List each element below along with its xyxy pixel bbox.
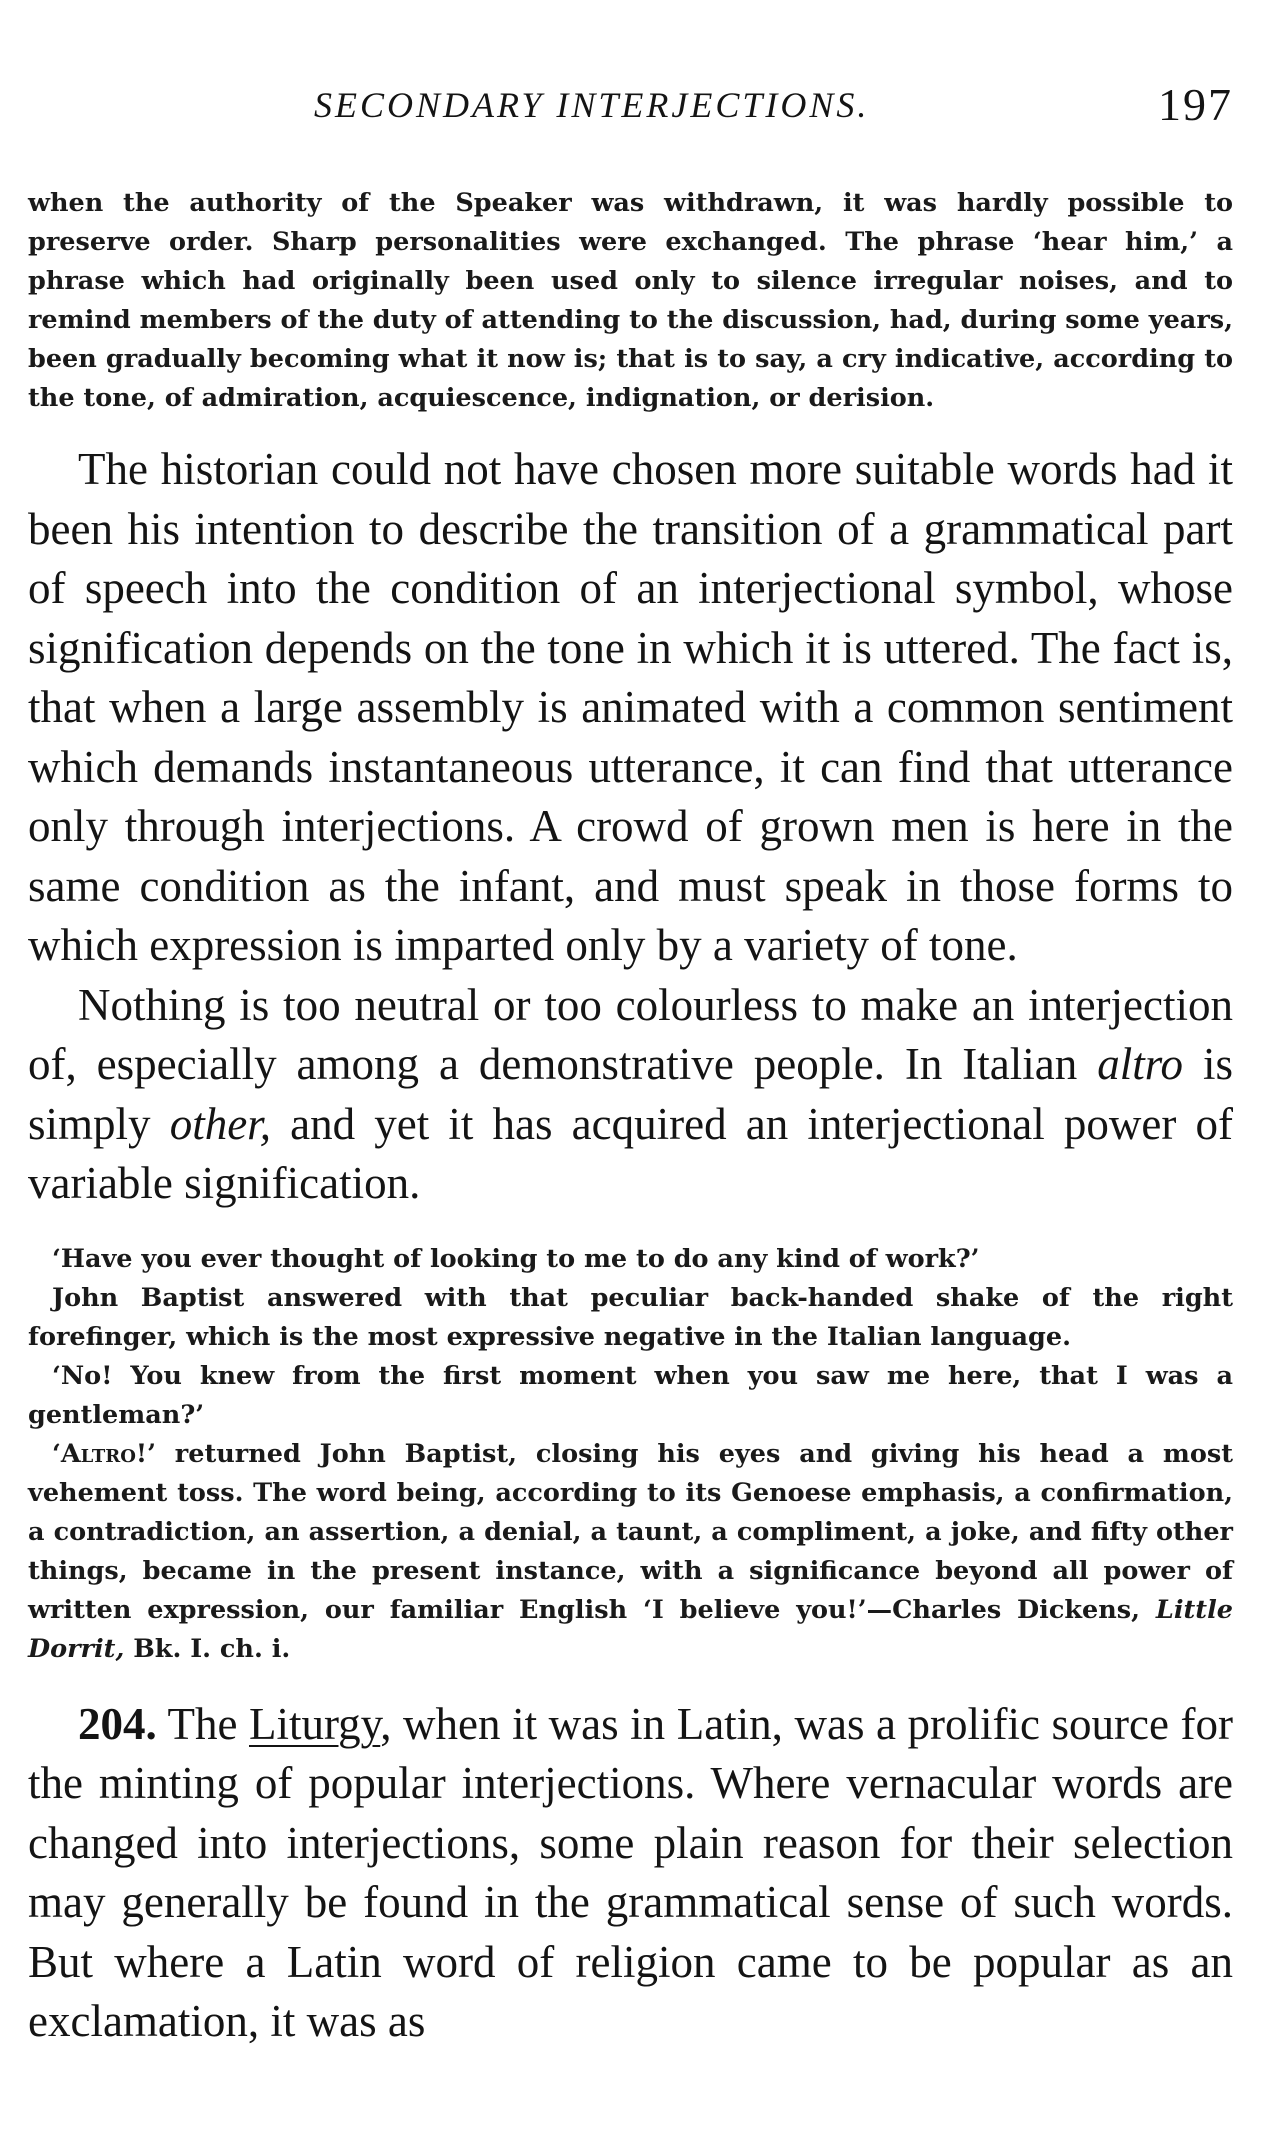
underlined-liturgy: Liturgy — [249, 1698, 381, 1749]
running-head — [28, 78, 1233, 138]
page-number: 197 — [1158, 79, 1233, 130]
dickens-line-4 — [28, 1435, 1233, 1669]
italic-altro: altro — [1097, 1039, 1184, 1089]
dickens-altro: Altro — [60, 1438, 136, 1469]
italic-other: other, — [169, 1098, 271, 1149]
historian-paragraph-block — [28, 440, 1233, 976]
macaulay-quotation — [28, 184, 1233, 418]
historian-paragraph: The historian could not have chosen more suitable words had it been his intention to describe the transition of a grammatical part of speech into the condition of an interjectional symbol, whose signification depends on the tone in which it is uttered. The fact is, that when a large assembly is animated with a common sentiment which demands instantaneous utterance, it can find that utterance only through interjections. A crowd of grown men is here in the same condition as the infant, and must speak in those forms to which expression is imparted only by a variety of tone. — [28, 444, 1233, 970]
nothing-text-middle: is simply — [28, 1039, 1234, 1149]
section-204-paragraph — [28, 1695, 1233, 2052]
dickens-line-1: ‘Have you ever thought of looking to me to do any kind of work?’ — [52, 1243, 980, 1274]
section-204 — [28, 1695, 1233, 2052]
section-204-text-after: , when it was in Latin, was a prolific source for the minting of popular interjections. Where vernacular words are changed into interjections, some plain reason for their selection may generally be found in the grammatical sense of such words. But where a Latin word of religion came to be popular as an exclamation, it was as — [28, 1698, 1233, 2046]
macaulay-quotation-text: when the authority of the Speaker was withdrawn, it was hardly possible to preserve order. Sharp personalities were exchanged. The phrase ‘hear him,’ a phrase which had originally been used only to silence irregular noises, and to remind members of the duty of attending to the discussion, had, during some years, been gradually becoming what it now is; that is to say, a cry indicative, according to the tone, of admiration, acquiescence, indignation, or derision. — [28, 188, 1233, 413]
nothing-text-after: and yet it has acquired an interjectional power of variable signification. — [28, 1098, 1233, 1208]
nothing-text-before: Nothing is too neutral or too colourless to make an interjection of, especially among a demonstrative people. In Italian — [28, 979, 1233, 1089]
dickens-book-title: Little Dorrit, — [28, 1594, 1233, 1664]
nothing-paragraph-block — [28, 976, 1233, 1214]
page-body — [28, 184, 1233, 2052]
section-number: 204. — [78, 1698, 157, 1749]
dickens-line-3: ‘No! You knew from the first moment when you saw me here, that I was a gentleman?’ — [28, 1360, 1233, 1430]
dickens-reference: Bk. I. ch. i. — [124, 1633, 291, 1664]
dickens-quotation — [28, 1240, 1233, 1669]
dickens-line-4-open: ‘ — [52, 1438, 61, 1469]
nothing-paragraph — [28, 976, 1233, 1214]
dickens-line-4-text: !’ returned John Baptist, closing his eyes and giving his head a most vehement toss. The word being, according to its Genoese emphasis, a confirmation, a contradiction, an assertion, a denial, a taunt, a compliment, a joke, and fifty other things, became in the present instance, with a significance beyond all power of written expression, our familiar English ‘I believe you!’—Charles Dickens, — [28, 1438, 1233, 1625]
section-204-text-before: The — [156, 1698, 249, 1749]
running-title: SECONDARY INTERJECTIONS. — [314, 85, 870, 125]
dickens-line-2: John Baptist answered with that peculiar back-handed shake of the right forefinger, which is the most expressive negative in the Italian language. — [28, 1282, 1233, 1352]
